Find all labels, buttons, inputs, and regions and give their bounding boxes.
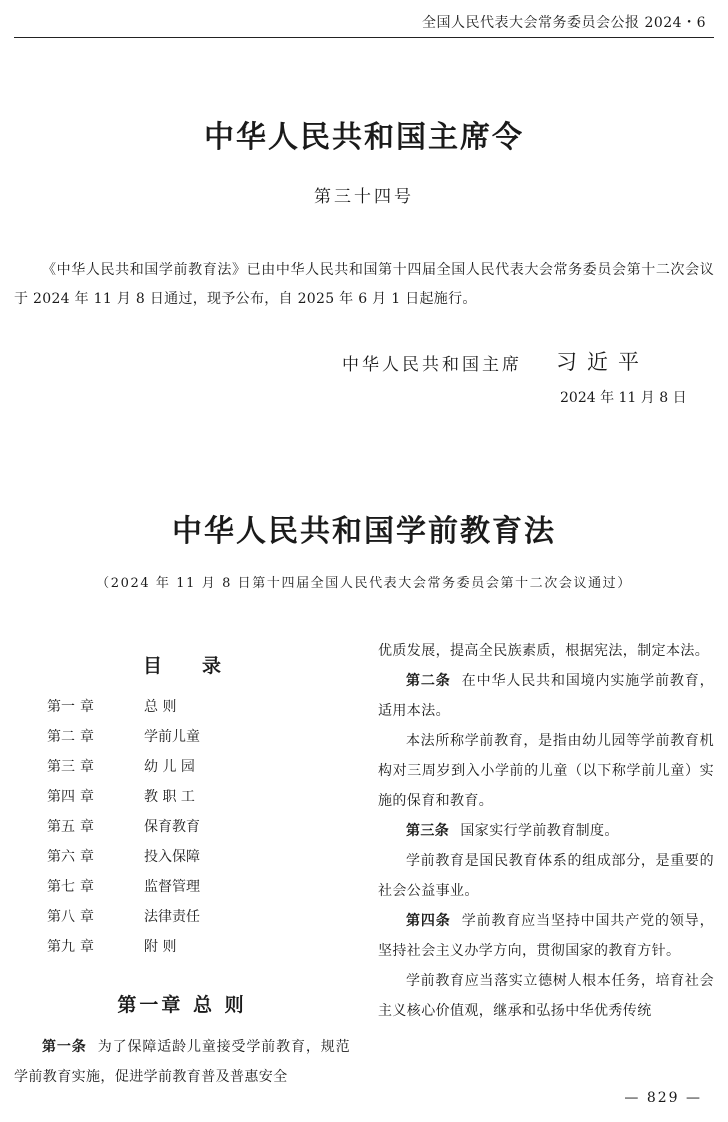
article-1-text: 为了保障适龄儿童接受学前教育，规范学前教育实施，促进学前教育普及普惠安全 bbox=[14, 1039, 350, 1085]
article-4-text: 学前教育应当坚持中国共产党的领导，坚持社会主义办学方向，贯彻国家的教育方针。 bbox=[378, 913, 714, 959]
article-3-label: 第三条 bbox=[406, 823, 450, 839]
adoption-note: （2024 年 11 月 8 日第十四届全国人民代表大会常务委员会第十二次会议通过） bbox=[96, 576, 632, 591]
article-1-continuation: 优质发展，提高全民族素质，根据宪法，制定本法。 bbox=[378, 643, 710, 659]
toc-item: 第八 章 法律责任 bbox=[47, 909, 200, 925]
page-number-text: — 829 — bbox=[624, 1090, 702, 1106]
toc-item: 第三 章 幼 儿 园 bbox=[47, 759, 195, 775]
left-column bbox=[14, 640, 350, 1092]
toc-item: 第一 章 总 则 bbox=[47, 699, 177, 715]
promulgation-text: 《中华人民共和国学前教育法》已由中华人民共和国第十四届全国人民代表大会常务委员会第十二次会议于 2024 年 11 月 8 日通过，现予公布，自 2025 年 6 月 1 日起施行。 bbox=[14, 262, 714, 307]
article-4-label: 第四条 bbox=[406, 913, 451, 929]
signatory-title: 中华人民共和国主席 bbox=[342, 355, 522, 375]
toc-item: 第六 章 投入保障 bbox=[47, 849, 200, 865]
header-rule bbox=[14, 37, 714, 38]
article-4-paragraph bbox=[378, 906, 714, 966]
toc-heading: 目录 bbox=[142, 655, 261, 677]
article-2-paragraph bbox=[378, 666, 714, 726]
running-header: 全国人民代表大会常务委员会公报 2024・6 bbox=[422, 15, 706, 31]
toc-item: 第四 章 教 职 工 bbox=[47, 789, 195, 805]
toc-item: 第七 章 监督管理 bbox=[47, 879, 200, 895]
toc-item: 第九 章 附 则 bbox=[47, 939, 177, 955]
article-2-label: 第二条 bbox=[406, 673, 451, 689]
article-1-paragraph bbox=[14, 1032, 350, 1092]
article-1-label: 第一条 bbox=[42, 1039, 87, 1055]
order-number: 第三十四号 bbox=[314, 187, 414, 207]
law-title: 中华人民共和国学前教育法 bbox=[172, 514, 556, 549]
order-title: 中华人民共和国主席令 bbox=[204, 120, 524, 155]
article-4-paragraph-2: 学前教育应当落实立德树人根本任务，培育社会主义核心价值观，继承和弘扬中华优秀传统 bbox=[378, 973, 714, 1019]
right-column bbox=[378, 636, 714, 1026]
article-3-text: 国家实行学前教育制度。 bbox=[460, 823, 619, 839]
article-2-paragraph-2: 本法所称学前教育，是指由幼儿园等学前教育机构对三周岁到入小学前的儿童（以下称学前儿童）实施的保育和教育。 bbox=[378, 733, 714, 809]
signatory-name: 习近平 bbox=[556, 350, 649, 374]
chapter-1-heading: 第一章 总 则 bbox=[117, 994, 247, 1016]
article-2-text: 在中华人民共和国境内实施学前教育，适用本法。 bbox=[378, 673, 714, 719]
toc-list bbox=[14, 692, 350, 962]
toc-item: 第五 章 保育教育 bbox=[47, 819, 200, 835]
page-number bbox=[0, 1090, 728, 1106]
article-3-paragraph-2: 学前教育是国民教育体系的组成部分，是重要的社会公益事业。 bbox=[378, 853, 714, 899]
signing-date: 2024 年 11 月 8 日 bbox=[560, 390, 687, 406]
article-3-paragraph bbox=[378, 816, 714, 846]
toc-item: 第二 章 学前儿童 bbox=[47, 729, 200, 745]
